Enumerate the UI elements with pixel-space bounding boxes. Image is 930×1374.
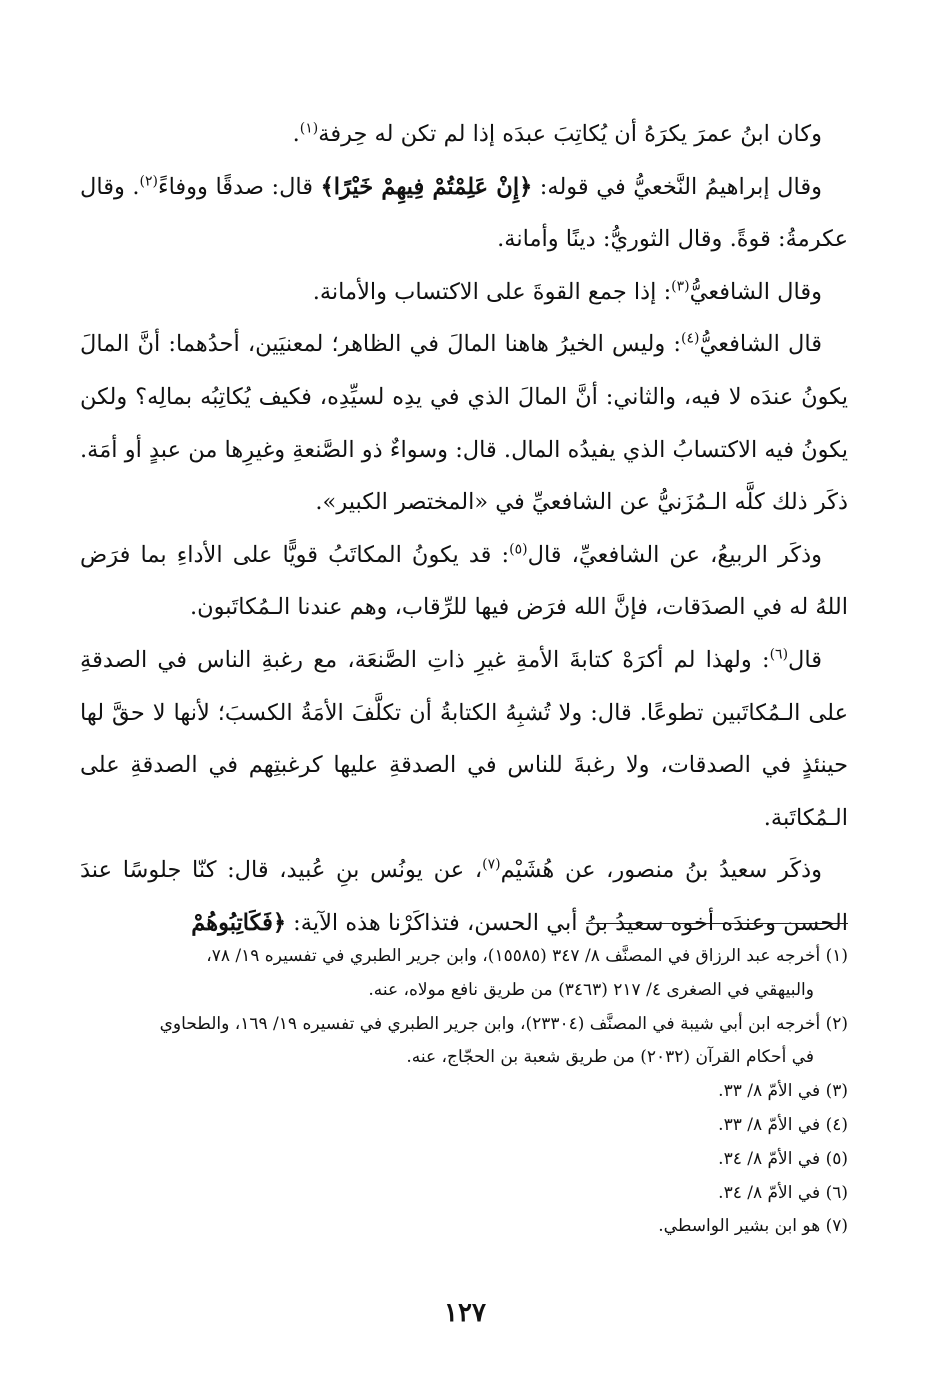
text-run: : وليس الخيرُ هاهنا المالَ في الظاهر؛ لمعنيَين، أحدُهما: أنَّ المالَ يكونُ عندَه لا فيه، والثاني: أنَّ المالَ الذي في يدِه لسيِّدِه، فكيف يُكاتِبُه بمالِه؟ ولكن يكونُ فيه الاكتسابُ الذي يفيدُه المال. قال: وسواءٌ ذو الصَّنعةِ وغيرِها من عبدٍ أو أمَة. ذكَر ذلك كلَّه الـمُزَنيُّ عن الشافعيِّ في «المختصر الكبير». bbox=[80, 331, 848, 516]
page-number: ١٢٧ bbox=[444, 1298, 486, 1328]
footnote-ref: (٥) bbox=[509, 541, 528, 558]
paragraph bbox=[80, 634, 848, 844]
main-text bbox=[80, 108, 848, 950]
text-run: وذكَر سعيدُ بنُ منصور، عن هُشَيْم bbox=[500, 857, 823, 884]
footnote bbox=[80, 1008, 848, 1076]
footnote-text: (١) أخرجه عبد الرزاق في المصنَّف ٨/ ٣٤٧ (١٥٥٨٥)، وابن جرير الطبري في تفسيره ١٩/ ٧٨، bbox=[206, 946, 848, 966]
text-run: : ولهذا لم أكرَهْ كتابةَ الأمةِ غيرِ ذاتِ الصَّنعَة، مع رغبةِ الناس في الصدقةِ على الـمُكاتَبين تطوعًا. قال: ولا تُشبِهُ الكتابةُ أن تكلَّفَ الأمَةُ الكسبَ؛ لأنها لا حقَّ لها حينئذٍ في الصدقات، ولا رغبةَ للناس في الصدقةِ عليها كرغبتِهم في الصدقةِ على الـمُكاتَبة. bbox=[80, 646, 848, 831]
footnote-ref: (٢) bbox=[139, 173, 158, 190]
footnote-ref: (٣) bbox=[671, 278, 690, 295]
footnote-text: (٦) في الأمّ ٨/ ٣٤. bbox=[718, 1182, 848, 1203]
footnote-text: (٧) هو ابن بشير الواسطي. bbox=[658, 1216, 848, 1237]
footnote bbox=[80, 1075, 848, 1109]
footnote-text: (٥) في الأمّ ٨/ ٣٤. bbox=[718, 1148, 848, 1169]
text-run: وقال الشافعيُّ bbox=[689, 278, 822, 305]
quran-verse: ﴿فَكَاتِبُوهُمْ bbox=[191, 909, 287, 936]
paragraph bbox=[80, 318, 848, 528]
footnote-ref: (١) bbox=[299, 120, 319, 137]
text-run: وكان ابنُ عمرَ يكرَهُ أن يُكاتِبَ عبدَه إذا لم تكن له حِرفة bbox=[318, 121, 822, 147]
text-run: . وقال عكرمةُ: قوةً. وقال الثوريُّ: دينًا وأمانة. bbox=[80, 173, 848, 253]
footnote-ref: (٧) bbox=[482, 856, 501, 873]
footnote-continuation: في أحكام القرآن (٢٠٣٢) من طريق شعبة بن الحجّاج، عنه. bbox=[406, 1047, 814, 1068]
paragraph bbox=[80, 529, 848, 634]
text-run: قال: صدقًا ووفاءً bbox=[157, 173, 321, 200]
footnote bbox=[80, 1177, 848, 1211]
footnote-text: (٣) في الأمّ ٨/ ٣٣. bbox=[718, 1081, 848, 1102]
text-run: وقال إبراهيمُ النَّخعيُّ في قوله: bbox=[532, 173, 822, 200]
text-run: قال bbox=[788, 646, 822, 673]
quran-verse: ﴿إِنْ عَلِمْتُمْ فِيهِمْ خَيْرًا﴾ bbox=[320, 173, 533, 200]
footnote bbox=[80, 1210, 848, 1244]
text-run: ، عن يونُس بنِ عُبيد، قال: كنّا جلوسًا عندَ الحسن وعندَه أخوه سعيدُ بنُ أبي الحسن، فتذاكَرْنا هذه الآية: bbox=[80, 857, 848, 936]
footnote bbox=[80, 1109, 848, 1143]
text-run: قال الشافعيُّ bbox=[699, 331, 823, 358]
footnote-ref: (٦) bbox=[769, 646, 789, 663]
footnote bbox=[80, 940, 848, 1008]
paragraph bbox=[80, 266, 848, 319]
paragraph bbox=[80, 844, 848, 949]
paragraph bbox=[80, 161, 848, 266]
paragraph bbox=[80, 108, 848, 161]
footnote-continuation: والبيهقي في الصغرى ٤/ ٢١٧ (٣٤٦٣) من طريق نافع مولاه، عنه. bbox=[368, 979, 814, 1000]
text-run: : قد يكونُ المكاتَبُ قويًّا على الأداءِ بما فرَض اللهُ له في الصدَقات، فإنَّ الله فرَض فيها للرِّقاب، وهم عندنا الـمُكاتَبون. bbox=[80, 541, 848, 621]
footnote-text: (٢) أخرجه ابن أبي شيبة في المصنَّف (٢٣٣٠٤)، وابن جرير الطبري في تفسيره ١٩/ ١٦٩، والطحاوي bbox=[159, 1013, 848, 1034]
footnote-divider bbox=[586, 923, 848, 924]
text-run: وذكَر الربيعُ، عن الشافعيِّ، قال bbox=[527, 541, 822, 568]
footnotes bbox=[80, 940, 848, 1244]
footnote-ref: (٤) bbox=[681, 330, 700, 347]
text-run: . bbox=[292, 121, 300, 147]
footnote bbox=[80, 1143, 848, 1177]
footnote-text: (٤) في الأمّ ٨/ ٣٣. bbox=[718, 1114, 848, 1135]
text-run: : إذا جمع القوةَ على الاكتساب والأمانة. bbox=[312, 278, 672, 305]
